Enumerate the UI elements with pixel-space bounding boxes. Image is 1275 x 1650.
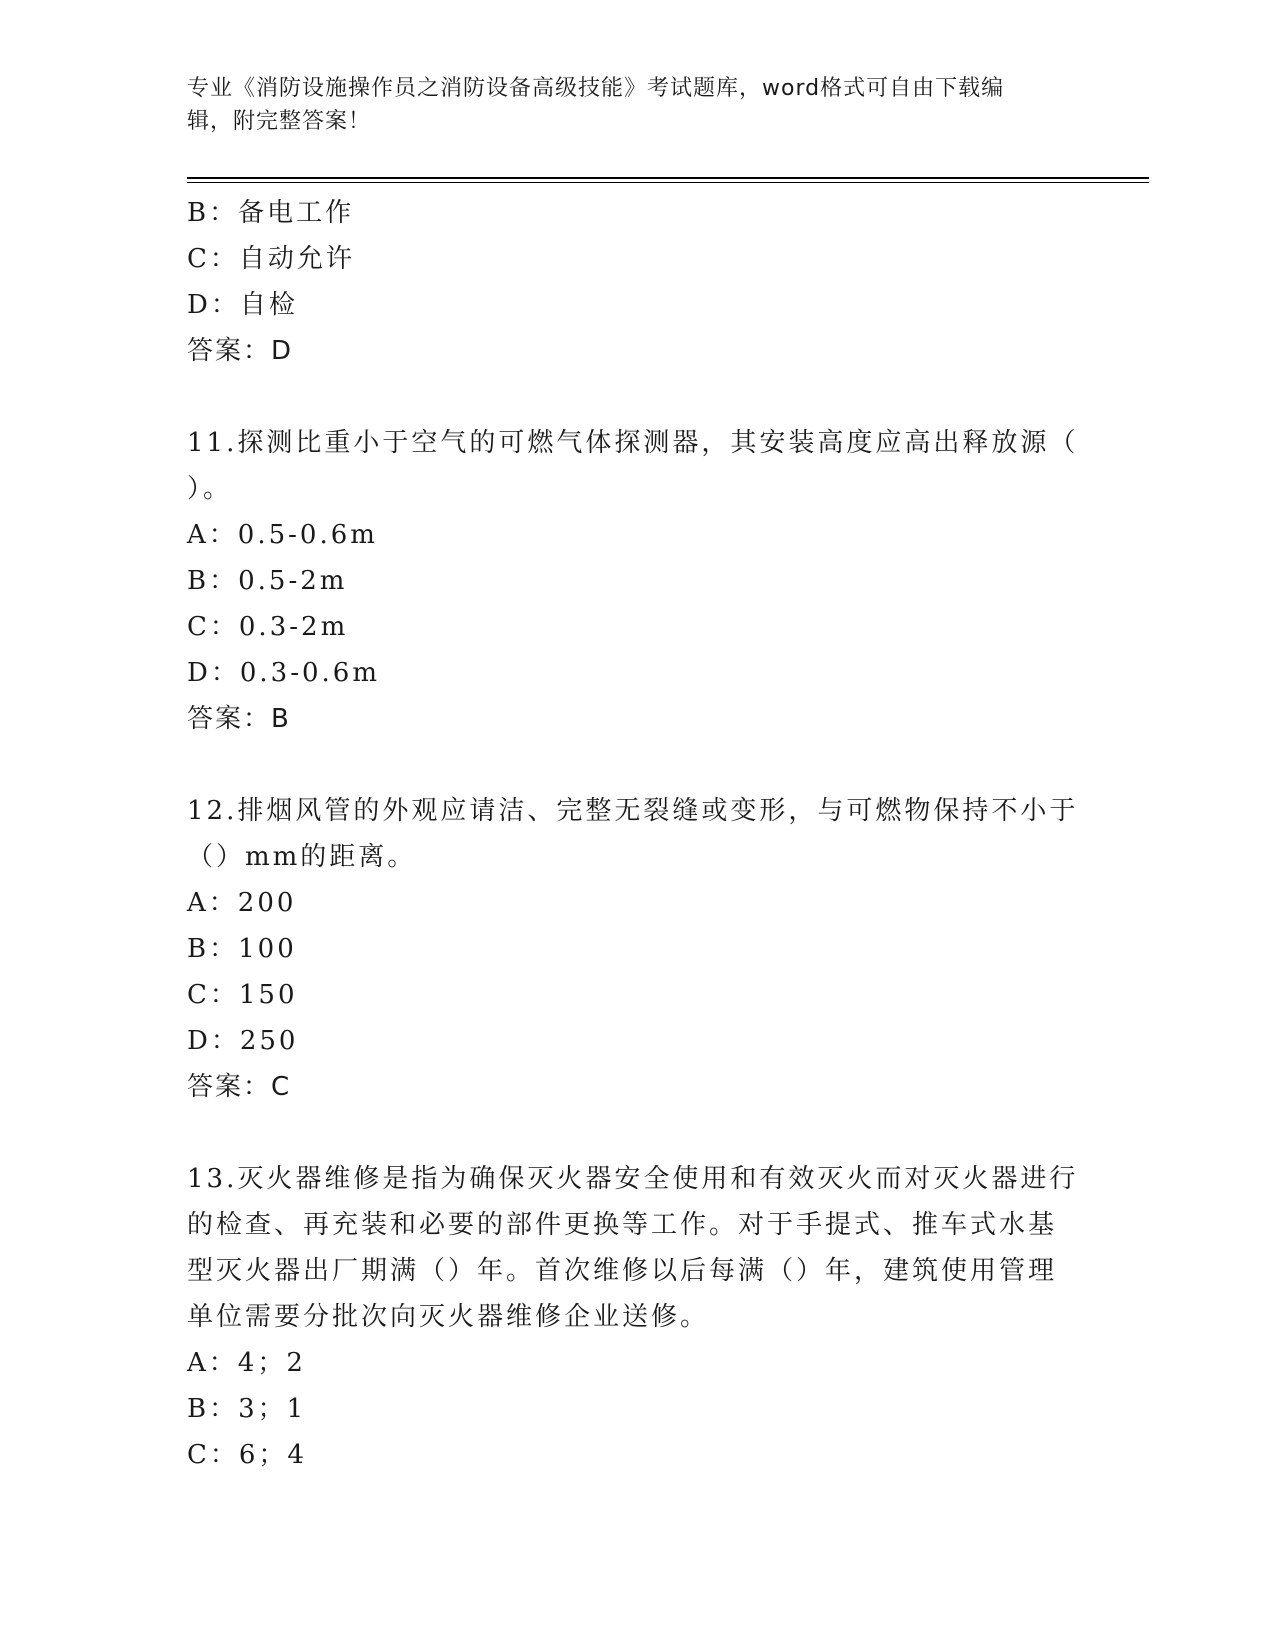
spacer bbox=[187, 742, 1077, 788]
page-header bbox=[187, 72, 1067, 138]
question-stem-line: 12.排烟风管的外观应请洁、完整无裂缝或变形，与可燃物保持不小于 bbox=[187, 796, 1079, 826]
option-a: A：200 bbox=[187, 888, 297, 918]
answer-line: 答案：C bbox=[187, 1072, 292, 1102]
question-stem-line: 的检查、再充装和必要的部件更换等工作。对于手提式、推车式水基 bbox=[187, 1210, 1058, 1240]
header-line-2: 辑，附完整答案！ bbox=[187, 109, 372, 134]
header-rule-thick bbox=[187, 177, 1149, 179]
question-stem-line: ）。 bbox=[187, 474, 233, 504]
question-10-tail bbox=[187, 190, 1077, 374]
question-stem bbox=[187, 420, 1077, 512]
question-stem bbox=[187, 788, 1077, 880]
question-stem-line: 13.灭火器维修是指为确保灭火器安全使用和有效灭火而对灭火器进行 bbox=[187, 1164, 1079, 1194]
question-stem-line: 型灭火器出厂期满（）年。首次维修以后每满（）年，建筑使用管理 bbox=[187, 1256, 1058, 1286]
option-d: D：0.3-0.6m bbox=[187, 658, 380, 688]
question-content bbox=[187, 190, 1077, 1478]
option-b: B：100 bbox=[187, 934, 297, 964]
option-b: B：备电工作 bbox=[187, 198, 355, 228]
question-stem-line: 11.探测比重小于空气的可燃气体探测器，其安装高度应高出释放源（ bbox=[187, 428, 1079, 458]
option-c: C：6；4 bbox=[187, 1440, 307, 1470]
question-12 bbox=[187, 788, 1077, 1110]
option-c: C：0.3-2m bbox=[187, 612, 349, 642]
option-b: B：3；1 bbox=[187, 1394, 307, 1424]
header-line-1: 专业《消防设施操作员之消防设备高级技能》考试题库，word格式可自由下载编 bbox=[187, 76, 1005, 101]
option-d: D：自检 bbox=[187, 290, 298, 320]
option-a: A：4；2 bbox=[187, 1348, 306, 1378]
spacer bbox=[187, 1110, 1077, 1156]
header-rule-thin bbox=[187, 182, 1149, 183]
question-stem-line: 单位需要分批次向灭火器维修企业送修。 bbox=[187, 1302, 710, 1332]
question-11 bbox=[187, 420, 1077, 742]
answer-line: 答案：B bbox=[187, 704, 291, 734]
option-c: C：150 bbox=[187, 980, 298, 1010]
option-c: C：自动允许 bbox=[187, 244, 355, 274]
option-b: B：0.5-2m bbox=[187, 566, 348, 596]
option-d: D：250 bbox=[187, 1026, 299, 1056]
spacer bbox=[187, 374, 1077, 420]
question-13 bbox=[187, 1156, 1077, 1478]
question-stem bbox=[187, 1156, 1077, 1340]
option-a: A：0.5-0.6m bbox=[187, 520, 378, 550]
question-stem-line: （）mm的距离。 bbox=[187, 842, 417, 872]
answer-line: 答案：D bbox=[187, 336, 294, 366]
